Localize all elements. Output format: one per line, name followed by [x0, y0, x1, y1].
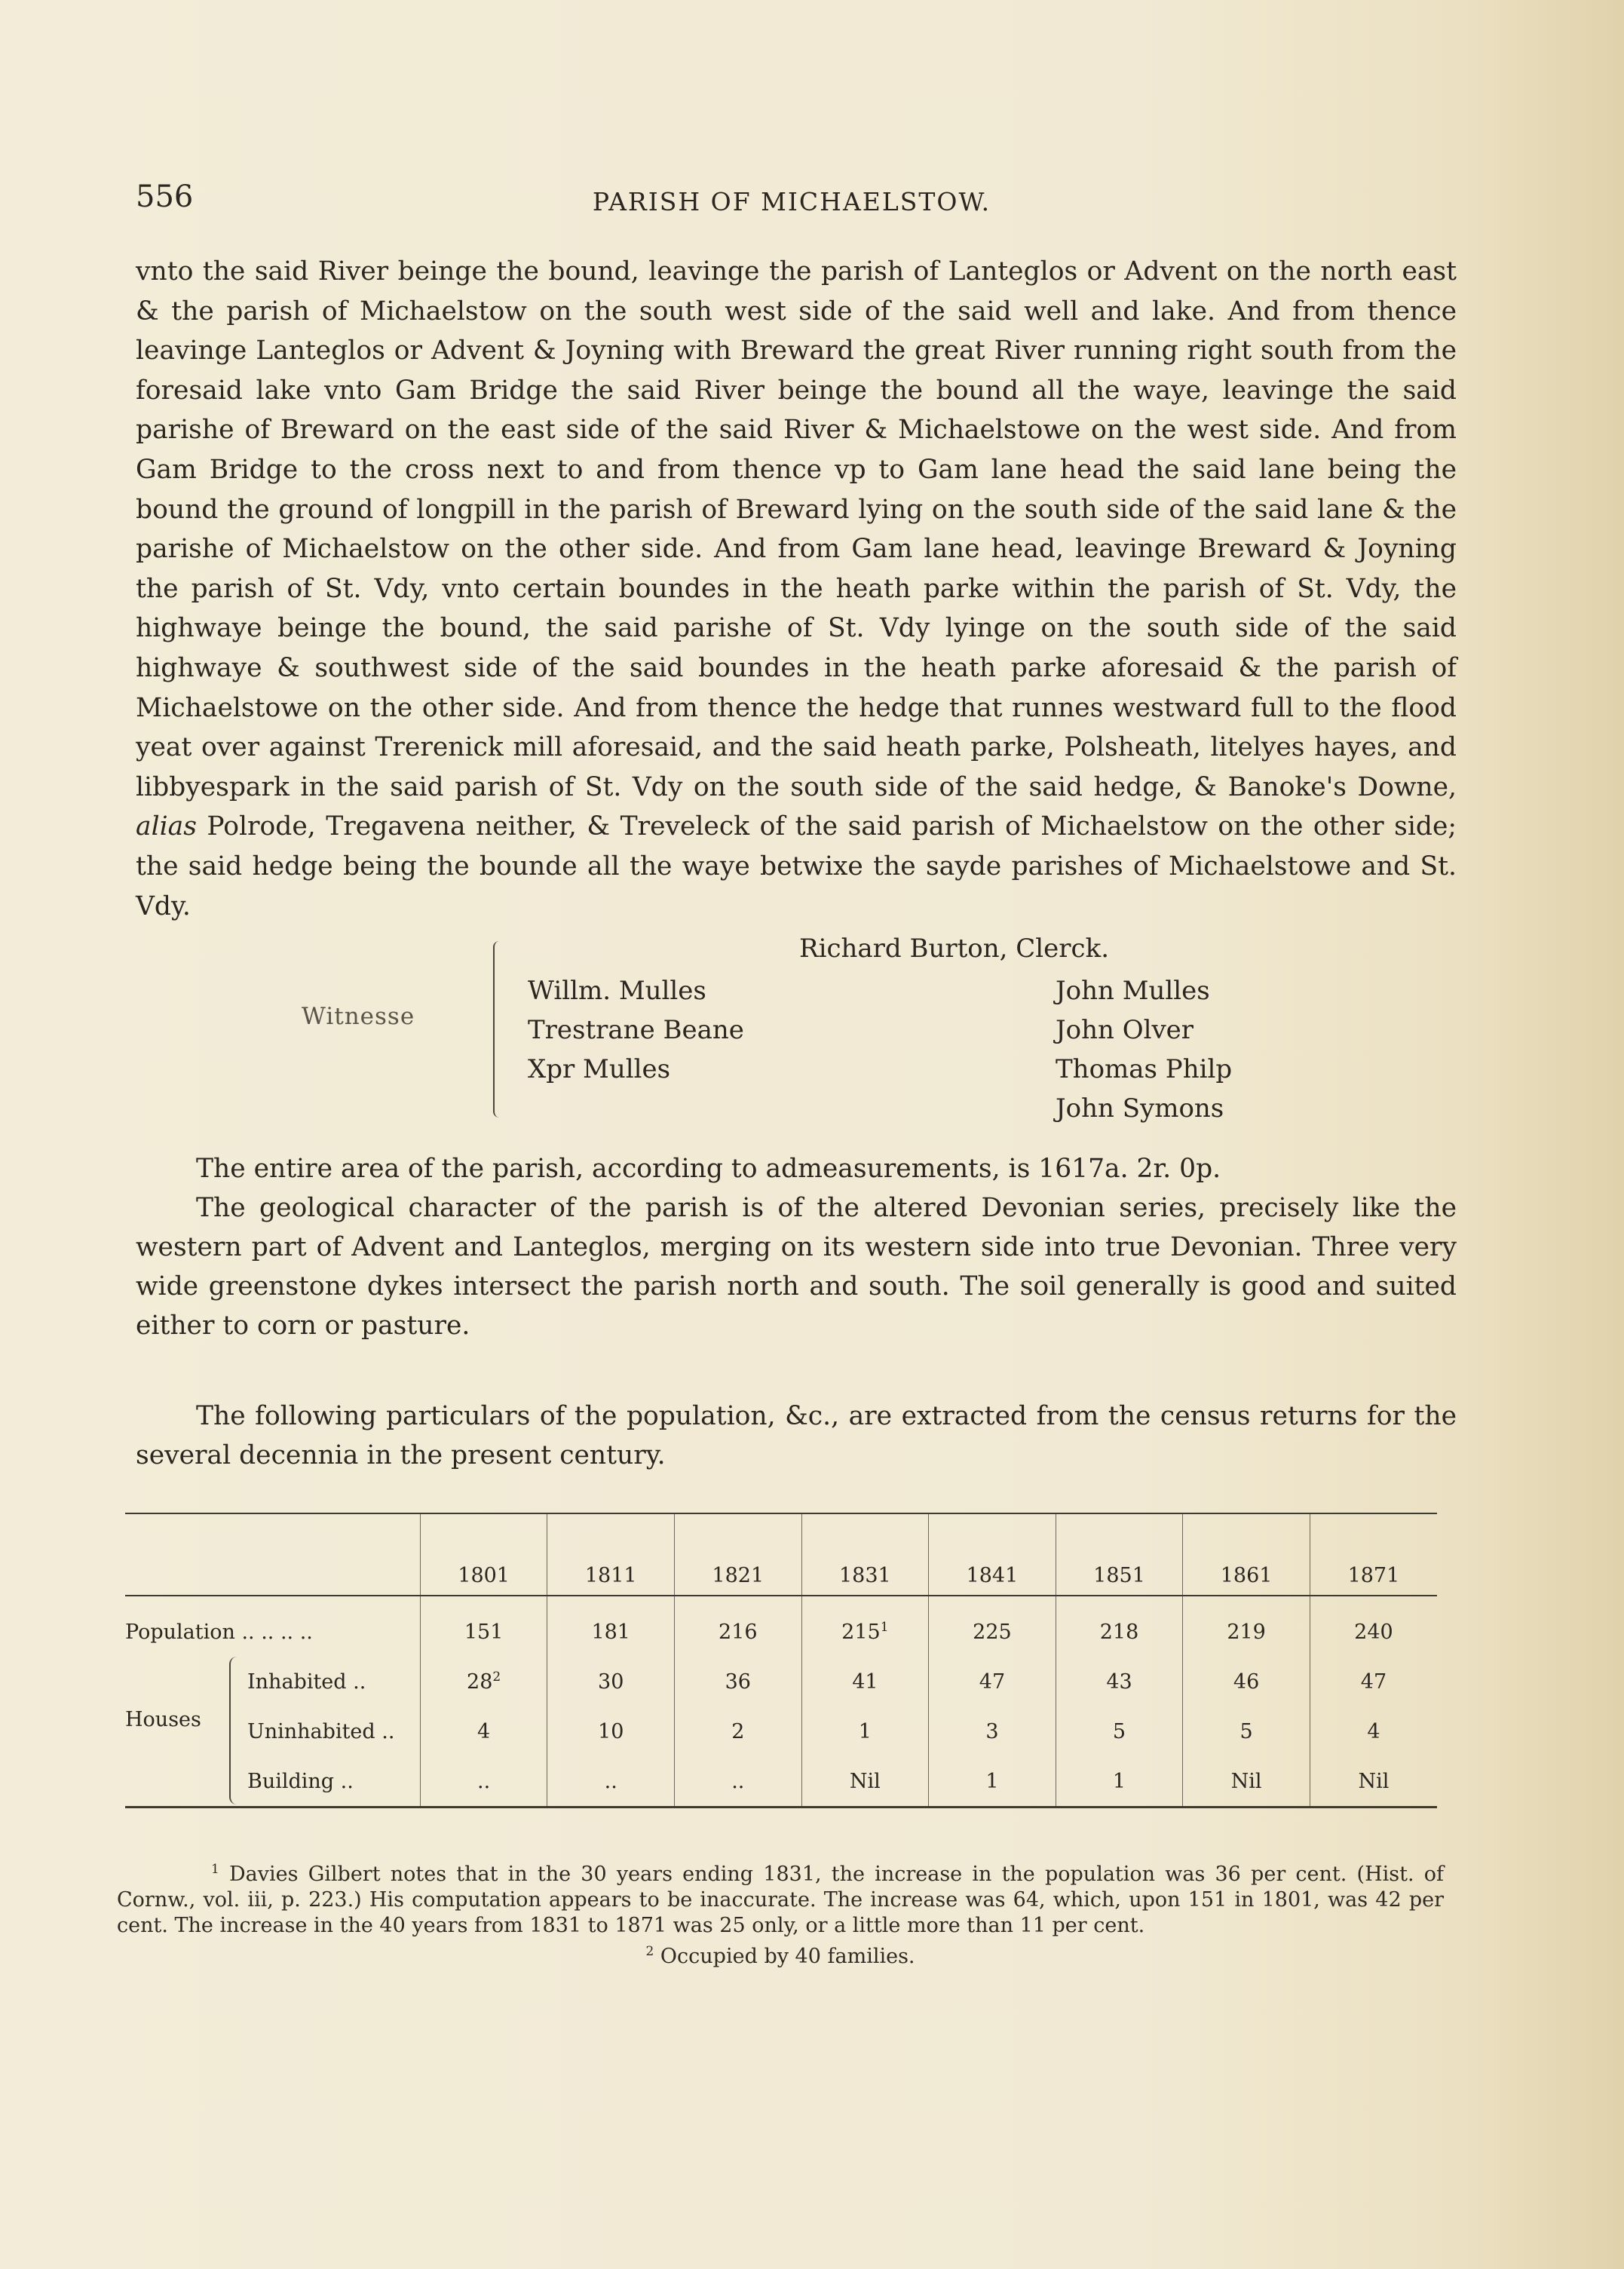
- inhabited-row: [125, 1657, 1437, 1706]
- row-label: Houses Inhabited ..: [125, 1657, 420, 1706]
- boundary-description: [136, 252, 1457, 926]
- table-cell: 151: [420, 1596, 547, 1657]
- year-header: 1851: [1056, 1513, 1183, 1596]
- table-cell: ..: [675, 1756, 802, 1808]
- alias-word: alias: [136, 811, 197, 842]
- witness-name: Thomas Philp: [1056, 1054, 1233, 1084]
- witness-bracket: [493, 941, 505, 1118]
- table-cell: 47: [1310, 1657, 1437, 1706]
- footnotes: [117, 1857, 1444, 1970]
- census-table: [125, 1513, 1437, 1808]
- witness-label: Witnesse: [302, 1003, 415, 1030]
- table-cell: $28^2$: [420, 1657, 547, 1706]
- witness-name: Willm. Mulles: [528, 976, 706, 1006]
- year-header: 1871: [1310, 1513, 1437, 1596]
- table-cell: 218: [1056, 1596, 1183, 1657]
- table-cell: 47: [929, 1657, 1056, 1706]
- geology-paragraph: The geological character of the parish is of the altered Devonian series, precisely like the western part of Advent and Lanteglos, merging on its western side into true Devonian. Three very wide greenstone dykes intersect the parish north and south. The soil generally is good and suited either to corn or pasture.: [136, 1193, 1457, 1341]
- year-header: 1801: [420, 1513, 547, 1596]
- table-cell: 4: [1310, 1706, 1437, 1756]
- table-cell: 5: [1183, 1706, 1310, 1756]
- table-cell: 1: [801, 1706, 929, 1756]
- table-cell: Nil: [1183, 1756, 1310, 1808]
- signature-block: [136, 934, 1457, 1130]
- footnote-1: $^1$ Davies Gilbert notes that in the 30 years ending 1831, the increase in the population was 36 per cent. (Hist. of Cornw., vol. iii, p. 223.) His computation appears to be inaccurate. The increase was 64, which, upon 151 in 1801, was 42 per cent. The increase in the 40 years from 1831 to 1871 was 25 only, or a little more than 11 per cent.: [117, 1862, 1444, 1937]
- running-title: PARISH OF MICHAELSTOW.: [592, 187, 991, 216]
- table-cell: $215^1$: [801, 1596, 929, 1657]
- table-cell: 225: [929, 1596, 1056, 1657]
- table-cell: ..: [547, 1756, 675, 1808]
- row-label: Building ..: [247, 1770, 354, 1793]
- table-cell: 41: [801, 1657, 929, 1706]
- year-header: 1821: [675, 1513, 802, 1596]
- table-cell: 30: [547, 1657, 675, 1706]
- uninhabited-row: [125, 1706, 1437, 1756]
- witness-name: Trestrane Beane: [528, 1015, 744, 1045]
- table-cell: 181: [547, 1596, 675, 1657]
- witness-name: John Olver: [1056, 1015, 1194, 1045]
- table-cell: 4: [420, 1706, 547, 1756]
- year-header: 1861: [1183, 1513, 1310, 1596]
- year-header: 1811: [547, 1513, 675, 1596]
- footnote-2: $^2$ Occupied by 40 families.: [645, 1944, 915, 1968]
- boundary-paragraph: vnto the said River beinge the bound, leavinge the parish of Lanteglos or Advent on the north east & the parish of Michaelstow on the south west side of the said well and lake. And from thence leavinge Lanteglos or Advent & Joyning with Breward the great River running right south from the foresaid lake vnto Gam Bridge the said River beinge the bound all the waye, leavinge the said parishe of Breward on the east side of the said River & Michaelstowe on the west side. And from Gam Bridge to the cross next to and from thence vp to Gam lane head the said lane being the bound the ground of longpill in the parish of Breward lying on the south side of the said lane & the parishe of Michaelstow on the other side. And from Gam lane head, leavinge Breward & Joyning the parish of St. Vdy, vnto certain boundes in the heath parke within the parish of St. Vdy, the highwaye beinge the bound, the said parishe of St. Vdy lyinge on the south side of the said highwaye & southwest side of the said boundes in the heath parke aforesaid & the parish of Michaelstowe on the other side. And from thence the hedge that runnes westward full to the flood yeat over against Trerenick mill aforesaid, and the said heath parke, Polsheath, litelyes hayes, and libbyespark in the said parish of St. Vdy on the south side of the said hedge, & Banoke's Downe, alias Polrode, Tregavena neither, & Treveleck of the said parish of Michaelstow on the other side; the said hedge being the bounde all the waye betwixe the sayde parishes of Michaelstowe and St. Vdy.: [136, 256, 1457, 921]
- clerk-signature: Richard Burton, Clerck.: [799, 934, 1110, 964]
- table-cell: 1: [1056, 1756, 1183, 1808]
- witnesses-right-column: [1056, 971, 1232, 1128]
- witness-name: John Symons: [1056, 1093, 1224, 1124]
- footnote-marker: 2: [645, 1944, 654, 1959]
- houses-label: Houses: [125, 1708, 201, 1731]
- table-cell: 5: [1056, 1706, 1183, 1756]
- footnote-marker: 1: [880, 1620, 889, 1635]
- table-cell: 219: [1183, 1596, 1310, 1657]
- year-header: 1841: [929, 1513, 1056, 1596]
- census-intro: The following particulars of the population, &c., are extracted from the census returns for the several decennia in the present century.: [136, 1401, 1457, 1470]
- population-row: [125, 1596, 1437, 1657]
- page-number: 556: [136, 179, 194, 214]
- table-cell: 240: [1310, 1596, 1437, 1657]
- table-cell: ..: [420, 1756, 547, 1808]
- footnote-marker: 2: [492, 1670, 501, 1685]
- year-header: 1831: [801, 1513, 929, 1596]
- table-cell: 10: [547, 1706, 675, 1756]
- table-cell: 36: [675, 1657, 802, 1706]
- row-label: Population .. .. .. ..: [125, 1620, 313, 1644]
- parish-description: [136, 1149, 1457, 1345]
- row-label: Uninhabited ..: [247, 1720, 395, 1743]
- table-cell: Nil: [1310, 1756, 1437, 1808]
- witness-name: Xpr Mulles: [528, 1054, 671, 1084]
- table-cell: 3: [929, 1706, 1056, 1756]
- building-row: [125, 1756, 1437, 1808]
- table-cell: 46: [1183, 1657, 1310, 1706]
- footnote-marker: 1: [211, 1862, 219, 1877]
- table-cell: 1: [929, 1756, 1056, 1808]
- table-cell: 2: [675, 1706, 802, 1756]
- table-cell: Nil: [801, 1756, 929, 1808]
- table-cell: 43: [1056, 1657, 1183, 1706]
- area-paragraph: The entire area of the parish, according to admeasurements, is 1617a. 2r. 0p.: [196, 1154, 1221, 1184]
- witness-name: John Mulles: [1056, 976, 1210, 1006]
- table-corner: [125, 1513, 420, 1596]
- table-cell: 216: [675, 1596, 802, 1657]
- page-header: [136, 179, 1448, 225]
- census-header-row: [125, 1513, 1437, 1596]
- witnesses-left-column: [528, 971, 744, 1089]
